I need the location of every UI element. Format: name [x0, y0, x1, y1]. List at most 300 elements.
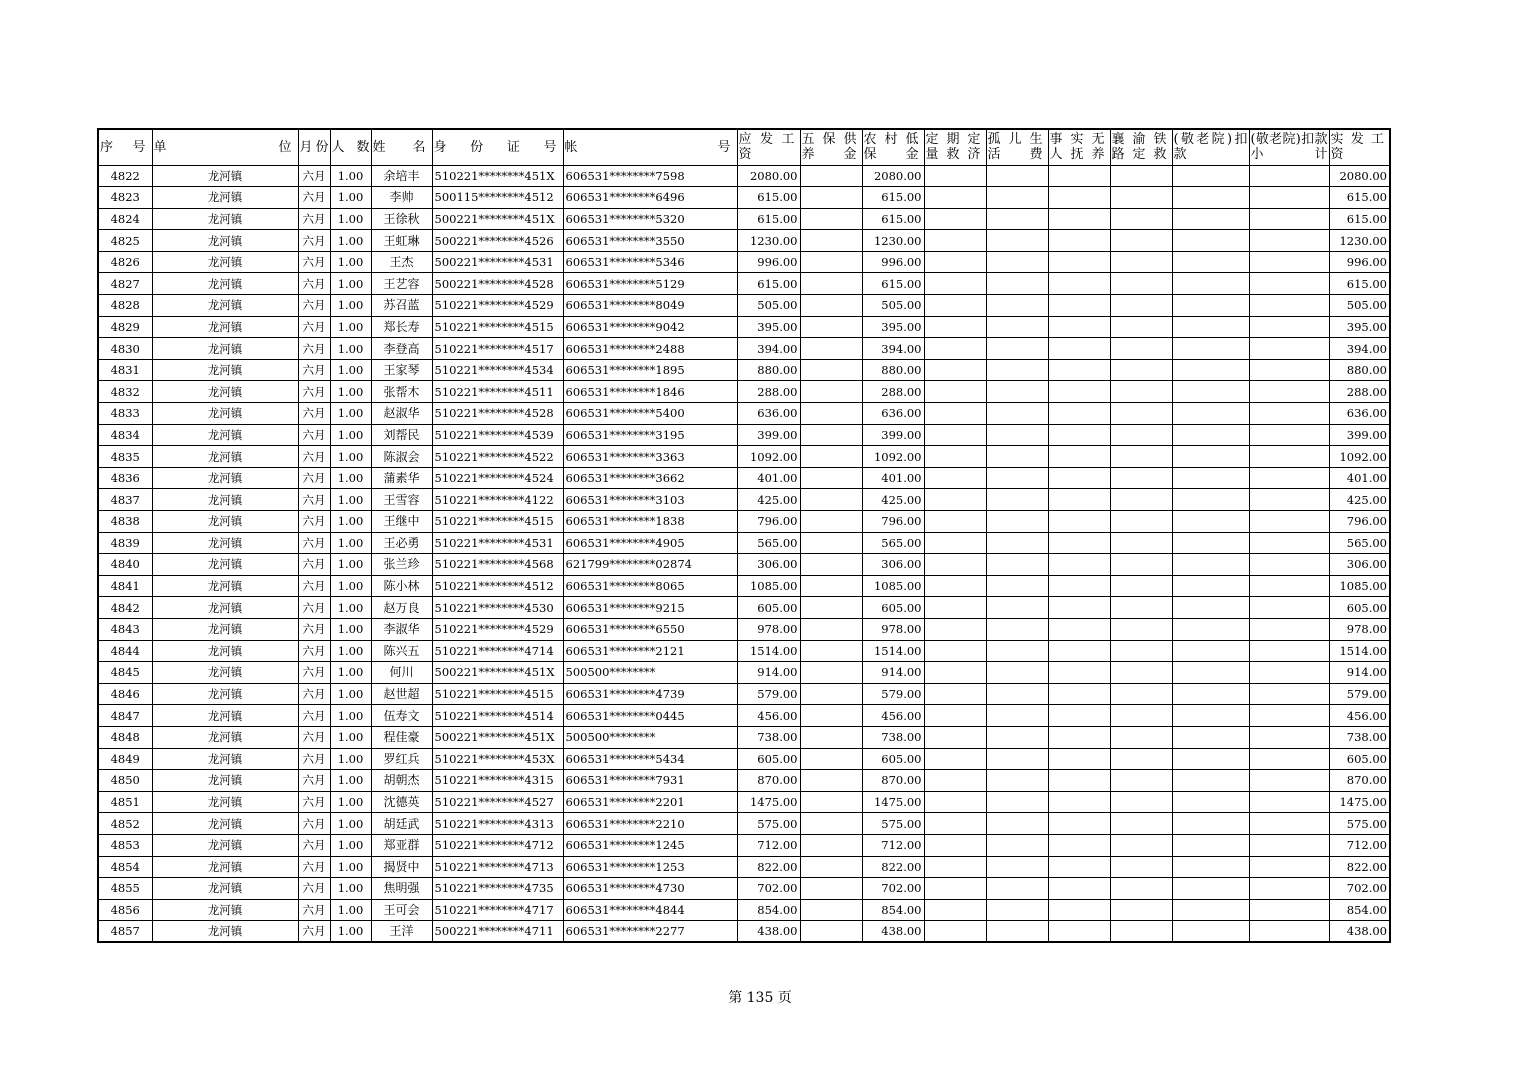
cell-name: 赵世超: [371, 683, 432, 705]
cell-month: 六月: [298, 359, 330, 381]
cell-id-number: 510221********4512: [432, 575, 563, 597]
cell-account-number: 606531********6550: [563, 618, 737, 640]
cell-name: 程佳豪: [371, 726, 432, 748]
cell-account-number: 606531********2201: [563, 791, 737, 813]
cell-five-guarantee: [800, 359, 862, 381]
cell-orphan-allowance: [986, 489, 1048, 511]
cell-name: 郑亚群: [371, 834, 432, 856]
cell-regular-relief: [924, 575, 986, 597]
cell-account-number: 606531********3662: [563, 467, 737, 489]
cell-five-guarantee: [800, 726, 862, 748]
cell-month: 六月: [298, 187, 330, 209]
cell-month: 六月: [298, 748, 330, 770]
cell-name: 王洋: [371, 921, 432, 943]
cell-nursing-home-deduction: [1172, 403, 1249, 425]
cell-rural-min-living: 1514.00: [862, 640, 924, 662]
cell-orphan-allowance: [986, 726, 1048, 748]
header-month: 月份: [298, 129, 330, 165]
cell-orphan-allowance: [986, 856, 1048, 878]
cell-gross-pay: 636.00: [737, 403, 800, 425]
cell-unit: 龙河镇: [152, 511, 298, 533]
cell-five-guarantee: [800, 640, 862, 662]
cell-id-number: 510221********4514: [432, 705, 563, 727]
cell-deduction-subtotal: [1249, 662, 1329, 684]
cell-id-number: 510221********451X: [432, 165, 563, 187]
cell-account-number: 606531********9215: [563, 597, 737, 619]
cell-railway-relief: [1110, 467, 1172, 489]
cell-unit: 龙河镇: [152, 834, 298, 856]
cell-deduction-subtotal: [1249, 489, 1329, 511]
cell-rural-min-living: 996.00: [862, 251, 924, 273]
cell-regular-relief: [924, 899, 986, 921]
header-regular-relief: 定期定量救济: [924, 129, 986, 165]
cell-id-number: 510221********4529: [432, 618, 563, 640]
cell-deduction-subtotal: [1249, 359, 1329, 381]
cell-unit: 龙河镇: [152, 748, 298, 770]
cell-five-guarantee: [800, 748, 862, 770]
cell-name: 揭贤中: [371, 856, 432, 878]
cell-headcount: 1.00: [330, 640, 371, 662]
table-row: [98, 338, 1390, 360]
cell-unit: 龙河镇: [152, 705, 298, 727]
cell-deduction-subtotal: [1249, 316, 1329, 338]
cell-gross-pay: 712.00: [737, 834, 800, 856]
cell-account-number: 606531********2121: [563, 640, 737, 662]
cell-rural-min-living: 565.00: [862, 532, 924, 554]
cell-nursing-home-deduction: [1172, 554, 1249, 576]
cell-serial-no: 4850: [98, 770, 152, 792]
cell-orphan-allowance: [986, 748, 1048, 770]
cell-account-number: 606531********4730: [563, 878, 737, 900]
cell-month: 六月: [298, 316, 330, 338]
cell-nursing-home-deduction: [1172, 618, 1249, 640]
cell-net-pay: 394.00: [1329, 338, 1390, 360]
cell-month: 六月: [298, 791, 330, 813]
header-unit: 单 位: [152, 129, 298, 165]
cell-railway-relief: [1110, 359, 1172, 381]
cell-headcount: 1.00: [330, 834, 371, 856]
cell-name: 郑长寿: [371, 316, 432, 338]
cell-id-number: 510221********4713: [432, 856, 563, 878]
cell-headcount: 1.00: [330, 251, 371, 273]
cell-five-guarantee: [800, 187, 862, 209]
cell-regular-relief: [924, 208, 986, 230]
header-deduction-subtotal: (敬老院)扣款小计: [1249, 129, 1329, 165]
cell-month: 六月: [298, 511, 330, 533]
cell-id-number: 510221********4712: [432, 834, 563, 856]
cell-serial-no: 4822: [98, 165, 152, 187]
cell-railway-relief: [1110, 748, 1172, 770]
cell-net-pay: 438.00: [1329, 921, 1390, 943]
cell-month: 六月: [298, 640, 330, 662]
cell-railway-relief: [1110, 705, 1172, 727]
table-row: [98, 554, 1390, 576]
cell-id-number: 510221********4568: [432, 554, 563, 576]
cell-headcount: 1.00: [330, 424, 371, 446]
cell-account-number: 606531********5434: [563, 748, 737, 770]
cell-serial-no: 4854: [98, 856, 152, 878]
cell-name: 李登高: [371, 338, 432, 360]
cell-id-number: 510221********4528: [432, 403, 563, 425]
cell-name: 王继中: [371, 511, 432, 533]
table-row: [98, 359, 1390, 381]
cell-name: 陈兴五: [371, 640, 432, 662]
cell-orphan-allowance: [986, 424, 1048, 446]
cell-railway-relief: [1110, 856, 1172, 878]
cell-rural-min-living: 505.00: [862, 295, 924, 317]
cell-railway-relief: [1110, 813, 1172, 835]
cell-headcount: 1.00: [330, 856, 371, 878]
cell-name: 伍寿文: [371, 705, 432, 727]
cell-de-facto-unsupported: [1048, 748, 1110, 770]
cell-five-guarantee: [800, 489, 862, 511]
cell-orphan-allowance: [986, 403, 1048, 425]
cell-month: 六月: [298, 618, 330, 640]
cell-railway-relief: [1110, 791, 1172, 813]
header-gross-pay: 应发工资: [737, 129, 800, 165]
cell-railway-relief: [1110, 446, 1172, 468]
cell-five-guarantee: [800, 403, 862, 425]
cell-rural-min-living: 978.00: [862, 618, 924, 640]
cell-name: 王徐秋: [371, 208, 432, 230]
cell-de-facto-unsupported: [1048, 273, 1110, 295]
cell-net-pay: 978.00: [1329, 618, 1390, 640]
table-body: [98, 165, 1390, 942]
cell-nursing-home-deduction: [1172, 295, 1249, 317]
table-row: [98, 446, 1390, 468]
cell-orphan-allowance: [986, 446, 1048, 468]
cell-account-number: 606531********3103: [563, 489, 737, 511]
cell-headcount: 1.00: [330, 791, 371, 813]
cell-headcount: 1.00: [330, 208, 371, 230]
cell-orphan-allowance: [986, 359, 1048, 381]
cell-nursing-home-deduction: [1172, 921, 1249, 943]
cell-id-number: 510221********4531: [432, 532, 563, 554]
cell-gross-pay: 505.00: [737, 295, 800, 317]
cell-regular-relief: [924, 359, 986, 381]
cell-serial-no: 4841: [98, 575, 152, 597]
cell-gross-pay: 605.00: [737, 597, 800, 619]
header-net-pay: 实发工资: [1329, 129, 1390, 165]
cell-unit: 龙河镇: [152, 856, 298, 878]
cell-headcount: 1.00: [330, 575, 371, 597]
header-rural-min-living: 农村低保金: [862, 129, 924, 165]
cell-nursing-home-deduction: [1172, 726, 1249, 748]
cell-id-number: 500221********451X: [432, 208, 563, 230]
cell-deduction-subtotal: [1249, 403, 1329, 425]
cell-serial-no: 4845: [98, 662, 152, 684]
cell-orphan-allowance: [986, 554, 1048, 576]
cell-orphan-allowance: [986, 381, 1048, 403]
page-number: 第 135 页: [728, 990, 792, 1006]
cell-rural-min-living: 2080.00: [862, 165, 924, 187]
header-id-number: 身 份 证 号: [432, 129, 563, 165]
cell-net-pay: 579.00: [1329, 683, 1390, 705]
cell-headcount: 1.00: [330, 165, 371, 187]
cell-headcount: 1.00: [330, 921, 371, 943]
cell-name: 赵淑华: [371, 403, 432, 425]
cell-serial-no: 4853: [98, 834, 152, 856]
cell-serial-no: 4839: [98, 532, 152, 554]
cell-unit: 龙河镇: [152, 359, 298, 381]
cell-month: 六月: [298, 165, 330, 187]
cell-unit: 龙河镇: [152, 575, 298, 597]
table-row: [98, 640, 1390, 662]
cell-name: 陈淑会: [371, 446, 432, 468]
cell-nursing-home-deduction: [1172, 381, 1249, 403]
cell-de-facto-unsupported: [1048, 921, 1110, 943]
header-serial-no: 序 号: [98, 129, 152, 165]
cell-net-pay: 615.00: [1329, 187, 1390, 209]
cell-nursing-home-deduction: [1172, 424, 1249, 446]
cell-regular-relief: [924, 532, 986, 554]
cell-de-facto-unsupported: [1048, 575, 1110, 597]
cell-gross-pay: 456.00: [737, 705, 800, 727]
cell-account-number: 606531********0445: [563, 705, 737, 727]
table-row: [98, 575, 1390, 597]
table-row: [98, 489, 1390, 511]
cell-de-facto-unsupported: [1048, 856, 1110, 878]
cell-unit: 龙河镇: [152, 165, 298, 187]
cell-id-number: 510221********4122: [432, 489, 563, 511]
cell-de-facto-unsupported: [1048, 467, 1110, 489]
table-row: [98, 467, 1390, 489]
cell-five-guarantee: [800, 338, 862, 360]
cell-regular-relief: [924, 295, 986, 317]
cell-month: 六月: [298, 489, 330, 511]
cell-gross-pay: 978.00: [737, 618, 800, 640]
cell-deduction-subtotal: [1249, 770, 1329, 792]
cell-rural-min-living: 288.00: [862, 381, 924, 403]
cell-orphan-allowance: [986, 597, 1048, 619]
cell-regular-relief: [924, 554, 986, 576]
cell-five-guarantee: [800, 921, 862, 943]
cell-gross-pay: 565.00: [737, 532, 800, 554]
cell-rural-min-living: 615.00: [862, 273, 924, 295]
table-row: [98, 683, 1390, 705]
cell-net-pay: 996.00: [1329, 251, 1390, 273]
cell-month: 六月: [298, 662, 330, 684]
cell-railway-relief: [1110, 208, 1172, 230]
cell-month: 六月: [298, 726, 330, 748]
cell-rural-min-living: 615.00: [862, 208, 924, 230]
cell-rural-min-living: 394.00: [862, 338, 924, 360]
cell-id-number: 510221********4515: [432, 683, 563, 705]
cell-unit: 龙河镇: [152, 230, 298, 252]
cell-id-number: 500115********4512: [432, 187, 563, 209]
cell-net-pay: 738.00: [1329, 726, 1390, 748]
cell-gross-pay: 605.00: [737, 748, 800, 770]
cell-unit: 龙河镇: [152, 554, 298, 576]
cell-rural-min-living: 401.00: [862, 467, 924, 489]
cell-deduction-subtotal: [1249, 424, 1329, 446]
cell-railway-relief: [1110, 165, 1172, 187]
cell-net-pay: 306.00: [1329, 554, 1390, 576]
cell-regular-relief: [924, 424, 986, 446]
cell-regular-relief: [924, 273, 986, 295]
cell-headcount: 1.00: [330, 295, 371, 317]
cell-nursing-home-deduction: [1172, 662, 1249, 684]
cell-orphan-allowance: [986, 834, 1048, 856]
header-nursing-home-deduction: (敬老院)扣款: [1172, 129, 1249, 165]
cell-month: 六月: [298, 273, 330, 295]
cell-net-pay: 1230.00: [1329, 230, 1390, 252]
cell-headcount: 1.00: [330, 187, 371, 209]
cell-gross-pay: 1475.00: [737, 791, 800, 813]
cell-unit: 龙河镇: [152, 424, 298, 446]
cell-regular-relief: [924, 338, 986, 360]
cell-headcount: 1.00: [330, 489, 371, 511]
cell-unit: 龙河镇: [152, 640, 298, 662]
cell-gross-pay: 880.00: [737, 359, 800, 381]
cell-five-guarantee: [800, 899, 862, 921]
cell-de-facto-unsupported: [1048, 316, 1110, 338]
cell-serial-no: 4836: [98, 467, 152, 489]
cell-account-number: 606531********4739: [563, 683, 737, 705]
cell-deduction-subtotal: [1249, 338, 1329, 360]
cell-orphan-allowance: [986, 295, 1048, 317]
cell-gross-pay: 395.00: [737, 316, 800, 338]
cell-unit: 龙河镇: [152, 467, 298, 489]
cell-unit: 龙河镇: [152, 813, 298, 835]
cell-net-pay: 702.00: [1329, 878, 1390, 900]
cell-five-guarantee: [800, 662, 862, 684]
cell-headcount: 1.00: [330, 403, 371, 425]
cell-orphan-allowance: [986, 467, 1048, 489]
cell-nursing-home-deduction: [1172, 208, 1249, 230]
cell-unit: 龙河镇: [152, 597, 298, 619]
cell-railway-relief: [1110, 899, 1172, 921]
cell-headcount: 1.00: [330, 618, 371, 640]
cell-nursing-home-deduction: [1172, 316, 1249, 338]
cell-railway-relief: [1110, 511, 1172, 533]
cell-five-guarantee: [800, 791, 862, 813]
cell-five-guarantee: [800, 230, 862, 252]
cell-deduction-subtotal: [1249, 683, 1329, 705]
cell-rural-min-living: 615.00: [862, 187, 924, 209]
cell-unit: 龙河镇: [152, 295, 298, 317]
cell-headcount: 1.00: [330, 726, 371, 748]
cell-unit: 龙河镇: [152, 338, 298, 360]
cell-deduction-subtotal: [1249, 165, 1329, 187]
cell-nursing-home-deduction: [1172, 511, 1249, 533]
cell-regular-relief: [924, 489, 986, 511]
cell-gross-pay: 822.00: [737, 856, 800, 878]
cell-de-facto-unsupported: [1048, 662, 1110, 684]
cell-deduction-subtotal: [1249, 748, 1329, 770]
cell-five-guarantee: [800, 295, 862, 317]
cell-de-facto-unsupported: [1048, 554, 1110, 576]
cell-deduction-subtotal: [1249, 273, 1329, 295]
cell-railway-relief: [1110, 618, 1172, 640]
cell-deduction-subtotal: [1249, 597, 1329, 619]
cell-name: 余培丰: [371, 165, 432, 187]
cell-orphan-allowance: [986, 187, 1048, 209]
cell-gross-pay: 1514.00: [737, 640, 800, 662]
cell-nursing-home-deduction: [1172, 597, 1249, 619]
cell-net-pay: 880.00: [1329, 359, 1390, 381]
cell-serial-no: 4840: [98, 554, 152, 576]
cell-headcount: 1.00: [330, 683, 371, 705]
cell-name: 蒲素华: [371, 467, 432, 489]
cell-de-facto-unsupported: [1048, 683, 1110, 705]
cell-rural-min-living: 395.00: [862, 316, 924, 338]
cell-gross-pay: 854.00: [737, 899, 800, 921]
cell-month: 六月: [298, 834, 330, 856]
cell-five-guarantee: [800, 770, 862, 792]
cell-de-facto-unsupported: [1048, 338, 1110, 360]
cell-gross-pay: 306.00: [737, 554, 800, 576]
cell-account-number: 606531********2488: [563, 338, 737, 360]
cell-nursing-home-deduction: [1172, 489, 1249, 511]
cell-gross-pay: 401.00: [737, 467, 800, 489]
cell-net-pay: 456.00: [1329, 705, 1390, 727]
table-row: [98, 403, 1390, 425]
cell-nursing-home-deduction: [1172, 251, 1249, 273]
cell-unit: 龙河镇: [152, 403, 298, 425]
cell-headcount: 1.00: [330, 554, 371, 576]
cell-de-facto-unsupported: [1048, 251, 1110, 273]
cell-month: 六月: [298, 770, 330, 792]
cell-name: 沈德英: [371, 791, 432, 813]
cell-id-number: 510221********4524: [432, 467, 563, 489]
table-row: [98, 878, 1390, 900]
cell-account-number: 606531********8049: [563, 295, 737, 317]
cell-regular-relief: [924, 705, 986, 727]
header-name: 姓 名: [371, 129, 432, 165]
cell-month: 六月: [298, 856, 330, 878]
cell-deduction-subtotal: [1249, 726, 1329, 748]
cell-gross-pay: 575.00: [737, 813, 800, 835]
cell-net-pay: 870.00: [1329, 770, 1390, 792]
cell-deduction-subtotal: [1249, 813, 1329, 835]
table-row: [98, 662, 1390, 684]
cell-nursing-home-deduction: [1172, 683, 1249, 705]
cell-five-guarantee: [800, 165, 862, 187]
cell-regular-relief: [924, 791, 986, 813]
cell-de-facto-unsupported: [1048, 532, 1110, 554]
cell-orphan-allowance: [986, 165, 1048, 187]
cell-rural-min-living: 1230.00: [862, 230, 924, 252]
cell-orphan-allowance: [986, 208, 1048, 230]
cell-name: 何川: [371, 662, 432, 684]
cell-serial-no: 4832: [98, 381, 152, 403]
cell-id-number: 500221********4531: [432, 251, 563, 273]
cell-five-guarantee: [800, 532, 862, 554]
cell-rural-min-living: 870.00: [862, 770, 924, 792]
table-row: [98, 726, 1390, 748]
cell-account-number: 606531********3363: [563, 446, 737, 468]
cell-month: 六月: [298, 878, 330, 900]
cell-gross-pay: 1085.00: [737, 575, 800, 597]
cell-net-pay: 712.00: [1329, 834, 1390, 856]
cell-railway-relief: [1110, 683, 1172, 705]
cell-gross-pay: 425.00: [737, 489, 800, 511]
cell-net-pay: 615.00: [1329, 273, 1390, 295]
cell-gross-pay: 615.00: [737, 208, 800, 230]
cell-account-number: 606531********5320: [563, 208, 737, 230]
cell-orphan-allowance: [986, 230, 1048, 252]
cell-net-pay: 425.00: [1329, 489, 1390, 511]
cell-net-pay: 822.00: [1329, 856, 1390, 878]
cell-five-guarantee: [800, 273, 862, 295]
cell-gross-pay: 796.00: [737, 511, 800, 533]
cell-railway-relief: [1110, 273, 1172, 295]
cell-five-guarantee: [800, 208, 862, 230]
cell-serial-no: 4842: [98, 597, 152, 619]
cell-name: 胡朝杰: [371, 770, 432, 792]
table-row: [98, 597, 1390, 619]
